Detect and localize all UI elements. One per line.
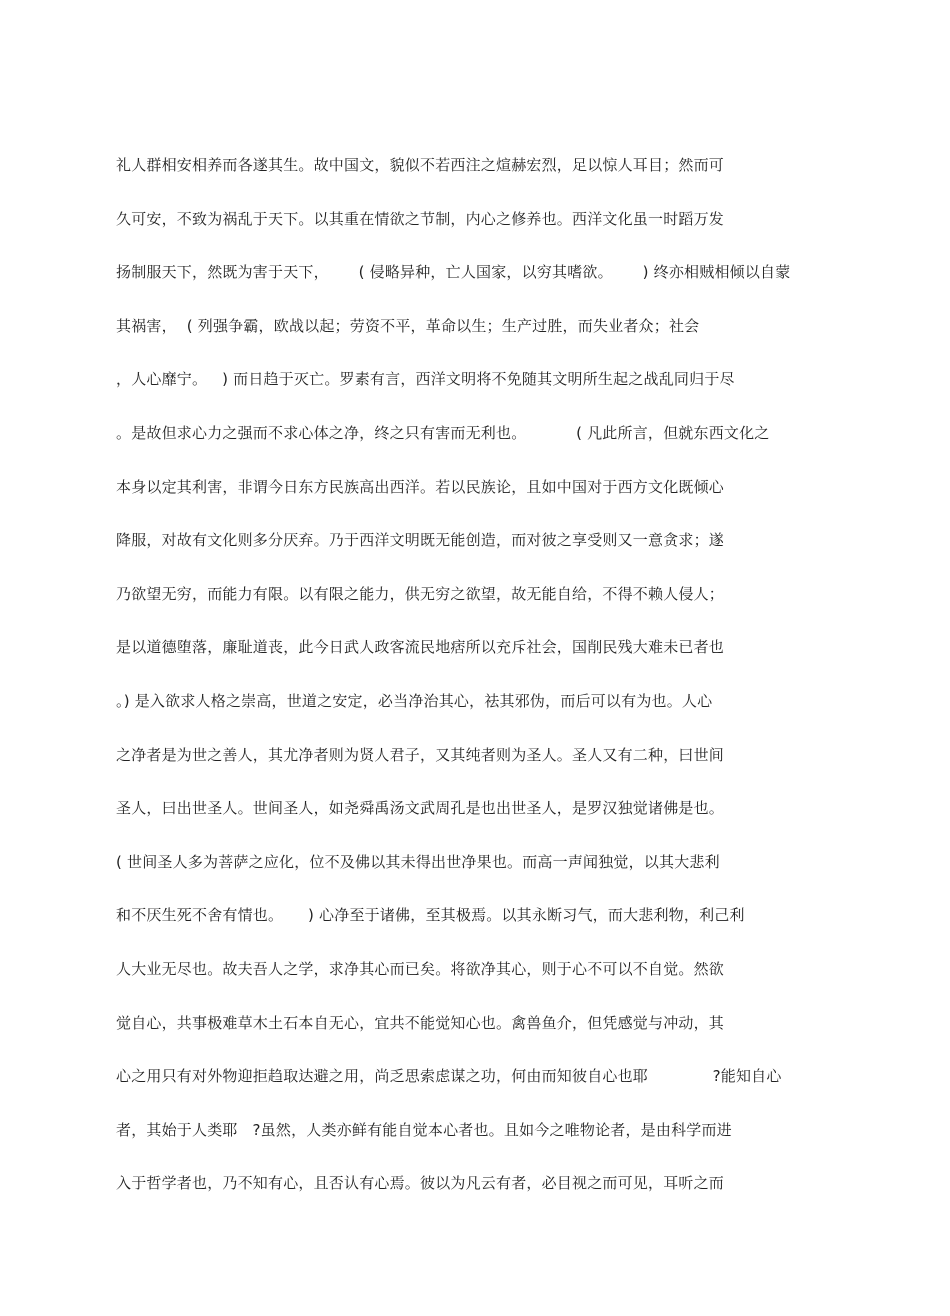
body-text: [116, 152, 836, 1224]
text-line: 本身以定其利害，非谓今日东方民族高出西洋。若以民族论，且如中国对于西方文化既倾心: [116, 477, 725, 496]
text-line: 。) 是入欲求人格之崇高，世道之安定，必当净治其心，祛其邪伪，而后可以有为也。人心: [116, 691, 713, 710]
text-line: 其祸害， ( 列强争霸，欧战以起；劳资不平，革命以生；生产过胜，而失业者众；社会: [116, 316, 700, 335]
text-line: 扬制服天下，然既为害于天下， ( 侵略异种，亡人国家，以穷其嗜欲。 ) 终亦相贼相倾以自蒙: [116, 263, 791, 282]
text-line: 久可安，不致为祸乱于天下。以其重在情欲之节制，内心之修养也。西洋文化虽一时蹈万发: [116, 209, 725, 228]
text-line: 乃欲望无穷，而能力有限。以有限之能力，供无穷之欲望，故无能自给，不得不赖人侵人；: [116, 584, 725, 603]
text-line: 人大业无尽也。故夫吾人之学，求净其心而已矣。将欲净其心，则于心不可以不自觉。然欲: [116, 959, 725, 978]
text-line: ( 世间圣人多为菩萨之应化，位不及佛以其未得出世净果也。而高一声闻独觉，以其大悲利: [116, 852, 720, 871]
text-line: 入于哲学者也，乃不知有心，且否认有心焉。彼以为凡云有者，必目视之而可见，耳听之而: [116, 1174, 725, 1193]
text-line: 是以道德堕落，廉耻道丧，此今日武人政客流民地痞所以充斥社会，国削民残大难未已者也: [116, 638, 725, 657]
text-line: 心之用只有对外物迎拒趋取达避之用，尚乏思索虑谋之功，何由而知彼自心也耶 ?能知自心: [116, 1067, 782, 1086]
text-line: ，人心靡宁。 ) 而日趋于灭亡。罗素有言，西洋文明将不免随其文明所生起之战乱同归于尽: [116, 370, 735, 389]
text-line: 之净者是为世之善人，其尤净者则为贤人君子，又其纯者则为圣人。圣人又有二种，曰世间: [116, 745, 725, 764]
text-line: 觉自心，共事极难草木土石本自无心，宜共不能觉知心也。禽兽鱼介，但凭感觉与冲动，其: [116, 1013, 725, 1032]
text-line: 降服，对故有文化则多分厌弃。乃于西洋文明既无能创造，而对彼之享受则又一意贪求；遂: [116, 531, 725, 550]
text-line: 和不厌生死不舍有情也。 ) 心净至于诸佛，至其极焉。以其永断习气，而大悲利物，利己利: [116, 906, 745, 925]
text-line: 。是故但求心力之强而不求心体之净，终之只有害而无利也。 ( 凡此所言，但就东西文化之: [116, 423, 770, 442]
text-line: 礼人群相安相养而各遂其生。故中国文，貌似不若西注之煊赫宏烈，足以惊人耳目；然而可: [116, 156, 725, 174]
text-line: 圣人，曰出世圣人。世间圣人，如尧舜禹汤文武周孔是也出世圣人，是罗汉独觉诸佛是也。: [116, 799, 725, 818]
text-line: 者，其始于人类耶 ?虽然，人类亦鲜有能自觉本心者也。且如今之唯物论者，是由科学而进: [116, 1120, 732, 1139]
